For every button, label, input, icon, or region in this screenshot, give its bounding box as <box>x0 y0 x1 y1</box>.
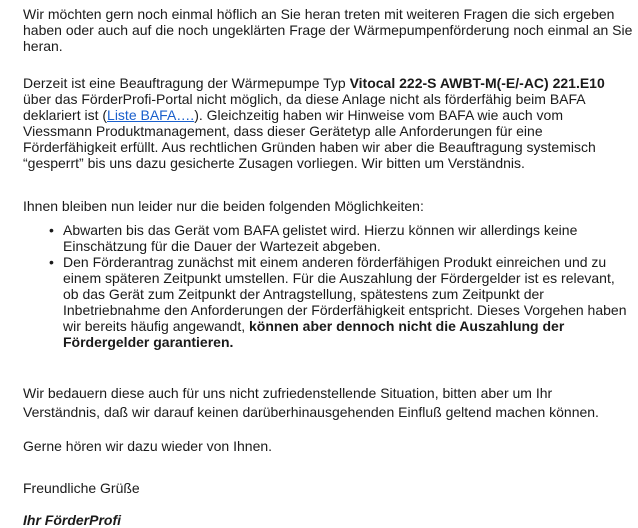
regret-line-1: Wir bedauern diese auch für uns nicht zufriedenstellende Situation, bitten aber um Ihr <box>23 385 553 401</box>
option-text: Abwarten bis das Gerät vom BAFA gelistet wird. Hierzu können wir allerdings keine Einschätzung für die Dauer der Wartezeit abgeben. <box>63 222 578 254</box>
list-item <box>49 254 633 350</box>
email-body <box>23 6 633 528</box>
signature: Ihr FörderProfi <box>23 512 122 528</box>
status-text-1: Derzeit ist eine Beauftragung der Wärmepumpe Typ <box>23 75 350 91</box>
closing-line: Gerne hören wir dazu wieder von Ihnen. <box>23 438 273 454</box>
bullet-icon: • <box>49 254 54 270</box>
status-paragraph <box>23 75 633 171</box>
heat-pump-model: Vitocal 222-S AWBT-M(-E/-AC) 221.E10 <box>349 75 605 91</box>
status-text-3: ). Gleichzeitig haben wir Hinweise vom BAFA wie auch vom Viessmann Produktmanagement, dass dieser Gerätetyp alle Anforderungen für eine Förderfähigkeit erfüllt. Aus rechtlichen Gründen haben wir aber die Beauftragung systemisch “gesperrt” bis uns dazu gesicherte Zusagen vorliegen. Wir bitten um Verständnis. <box>23 107 596 171</box>
status-text-2: über das FörderProfi-Portal nicht möglich, da diese Anlage nicht als förderfähig beim BAFA deklariert ist ( <box>23 91 585 123</box>
option-bold-text: können aber dennoch nicht die Auszahlung der Fördergelder garantieren. <box>63 318 565 350</box>
greeting: Freundliche Grüße <box>23 480 140 496</box>
intro-paragraph: Wir möchten gern noch einmal höflich an Sie heran treten mit weiteren Fragen die sich ergeben haben oder auch auf die noch ungeklärten Frage der Wärmepumpenförderung noch einmal an Sie heran. <box>23 6 633 54</box>
regret-paragraph <box>23 384 633 422</box>
regret-line-2: Verständnis, daß wir darauf keinen darüberhinausgehenden Einfluß geltend machen können. <box>23 404 599 420</box>
option-text: Den Förderantrag zunächst mit einem anderen förderfähigen Produkt einreichen und zu einem späteren Zeitpunkt umstellen. Für die Auszahlung der Fördergelder ist es relevant, ob das Gerät zum Zeitpunkt der Antragstellung, spätestens zum Zeitpunkt der Inbetriebnahme den Anforderungen der Förderfähigkeit entspricht. Dieses Vorgehen haben wir bereits häufig angewandt, <box>63 254 627 334</box>
bullet-icon: • <box>49 222 54 238</box>
list-item <box>49 222 633 254</box>
bafa-list-link[interactable]: Liste BAFA…. <box>107 107 195 123</box>
options-list <box>23 222 633 350</box>
options-intro: Ihnen bleiben nun leider nur die beiden folgenden Möglichkeiten: <box>23 198 424 214</box>
